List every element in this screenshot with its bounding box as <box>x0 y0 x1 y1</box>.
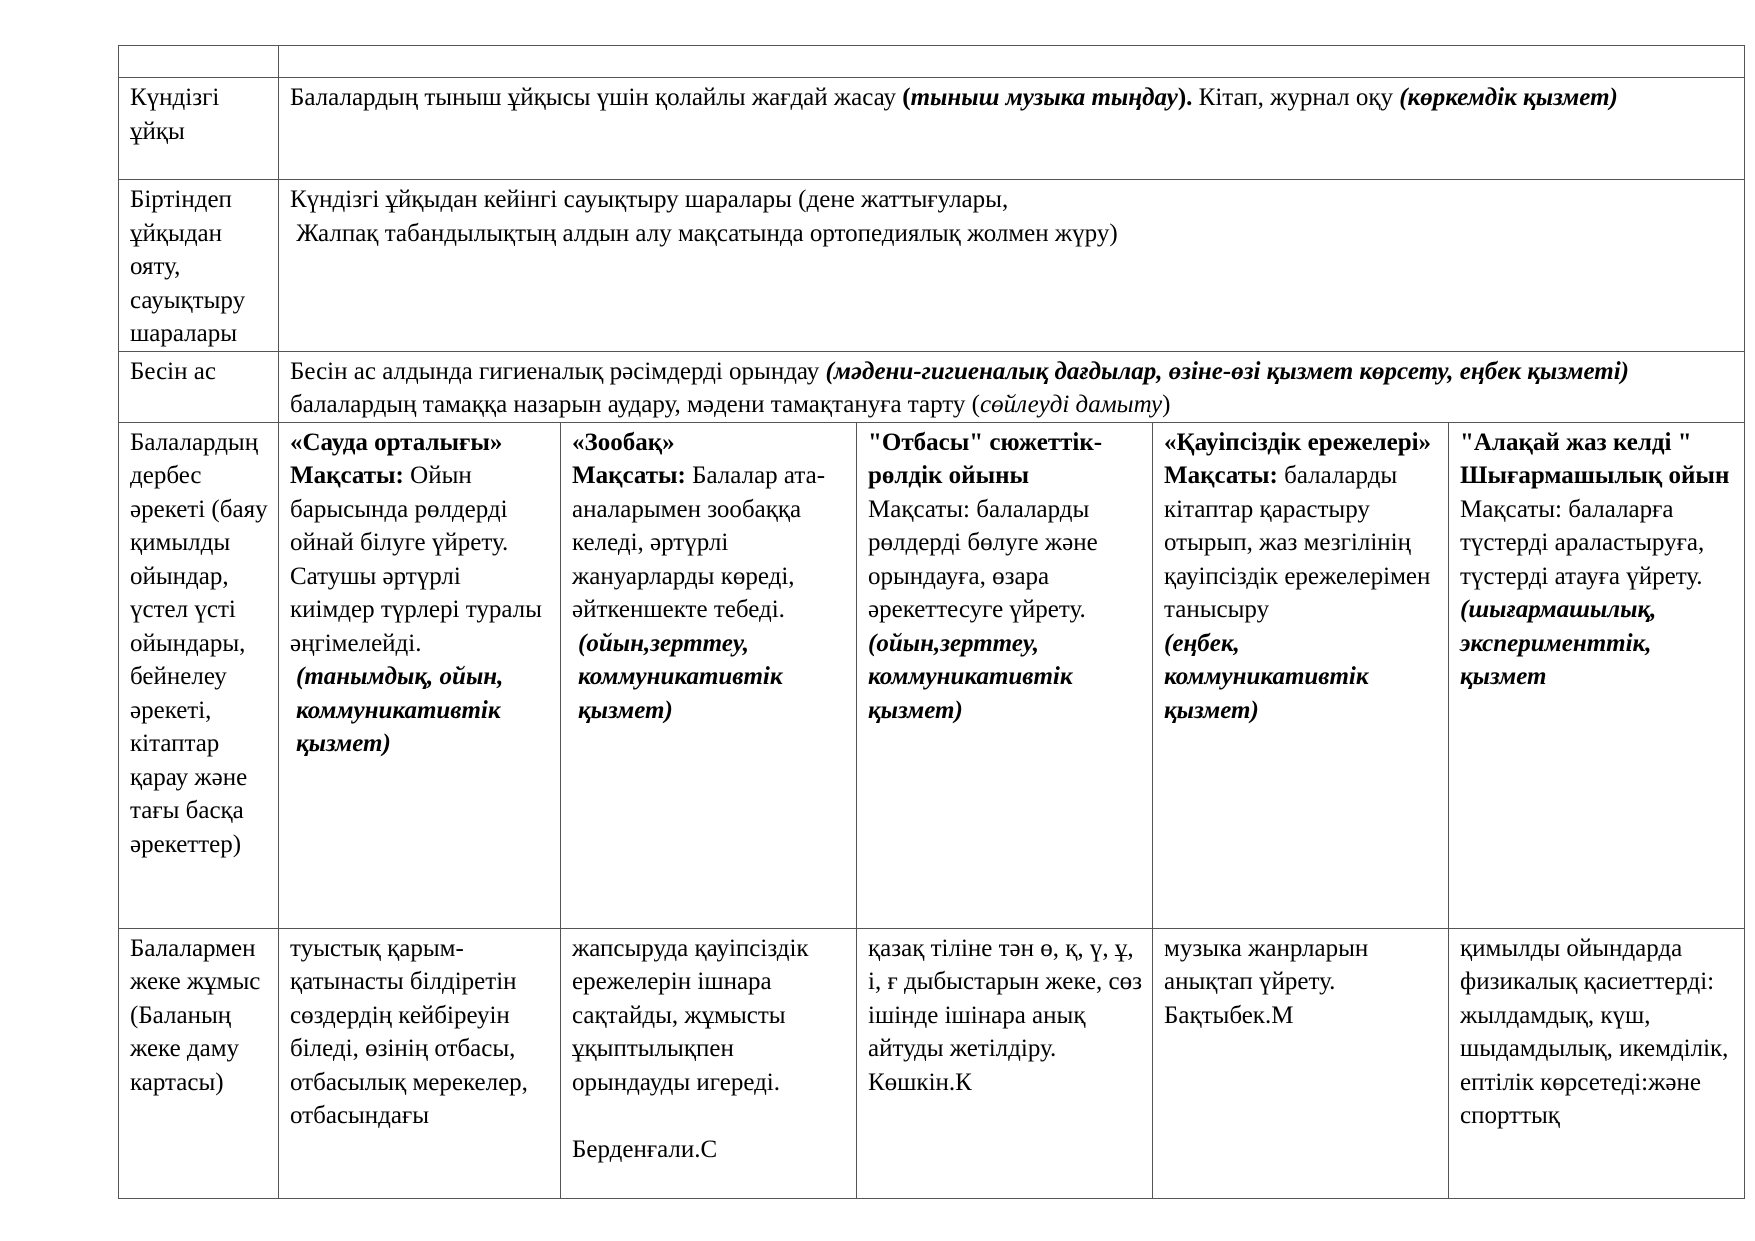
snack-activity-2: сөйлеуді дамыту <box>979 391 1163 418</box>
individual-cell <box>1153 928 1449 1198</box>
table-row-nap <box>119 78 1745 180</box>
row-label-text: Балалармен жеке жұмыс (Баланың жеке даму картасы) <box>130 934 261 1096</box>
table-row-empty <box>119 46 1745 78</box>
activity-cell <box>857 422 1153 928</box>
row-label-wake <box>119 180 279 352</box>
goal-text: Ойын барысында рөлдерді ойнай білуге үйрету. Сатушы әртүрлі киімдер түрлері туралы әңгімелейді. <box>290 462 542 657</box>
snack-content <box>279 351 1745 422</box>
individual-cell <box>1449 928 1745 1198</box>
nap-content <box>279 78 1745 180</box>
activity-cell <box>1449 422 1745 928</box>
activity-cell <box>279 422 561 928</box>
activity-type: (еңбек, коммуникативтік қызмет) <box>1164 629 1369 724</box>
individual-text: қимылды ойындарда физикалық қасиеттерді: жылдамдық, күш, шыдамдылық, икемділік, ептілік көрсетеді:және спорттық <box>1460 934 1729 1129</box>
wake-line-2: Жалпақ табандылықтың алдын алу мақсатында ортопедиялық жолмен жүру) <box>290 219 1118 247</box>
activity-cell <box>561 422 857 928</box>
nap-activity-2: (көркемдік қызмет) <box>1399 84 1618 111</box>
activity-title: «Зообақ» <box>572 428 675 456</box>
row-label-independent <box>119 422 279 928</box>
table-row-independent <box>119 422 1745 928</box>
goal-text: балаларды кітаптар қарастыру отырып, жаз мезгілінің қауіпсіздік ережелерімен танысыру <box>1164 462 1431 623</box>
individual-text: туыстық қарым-қатынасты білдіретін сөздердің кейбіреуін біледі, өзінің отбасы, отбасылық мерекелер, отбасындағы <box>290 934 528 1129</box>
wake-content <box>279 180 1745 352</box>
activity-title: «Қауіпсіздік ережелері» <box>1164 428 1432 456</box>
row-label-snack <box>119 351 279 422</box>
child-name: Бақтыбек.М <box>1164 1001 1294 1029</box>
activity-title: «Сауда орталығы» <box>290 428 503 456</box>
row-label-text: Бесін ас <box>130 357 216 385</box>
nap-bracket-close: ). <box>1177 84 1193 111</box>
goal-text: Мақсаты: балаларға түстерді араластыруға, түстерді атауға үйрету. <box>1460 495 1705 590</box>
nap-text-2: Кітап, журнал оқу <box>1192 84 1400 111</box>
table-row-wake <box>119 180 1745 352</box>
individual-text: музыка жанрларын анықтап үйрету. <box>1164 934 1369 995</box>
activity-cell <box>1153 422 1449 928</box>
table-row-snack <box>119 351 1745 422</box>
goal-text: Балалар ата-аналарымен зообаққа келеді, әртүрлі жануарларды көреді, әйткеншекте тебеді. <box>572 462 826 623</box>
nap-bracket-open: ( <box>902 84 911 111</box>
activity-type: (ойын,зерттеу, коммуникативтік қызмет) <box>578 629 783 724</box>
individual-cell <box>561 928 857 1198</box>
individual-cell <box>857 928 1153 1198</box>
snack-text-3: ) <box>1162 391 1171 418</box>
goal-label: Мақсаты: <box>572 462 686 489</box>
nap-text: Балалардың тыныш ұйқысы үшін қолайлы жағдай жасау <box>290 84 903 111</box>
individual-text: жапсыруда қауіпсіздік ережелерін ішнара сақтайды, жұмысты ұқыптылықпен орындауды игереді. <box>572 934 809 1096</box>
wake-line-1: Күндізгі ұйқыдан кейінгі сауықтыру шаралары (дене жаттығулары, <box>290 186 1009 213</box>
row-label-individual <box>119 928 279 1198</box>
row-label-text: Біртіндеп ұйқыдан ояту, сауықтыру шаралары <box>130 186 246 347</box>
child-name: Көшкін.К <box>868 1068 972 1096</box>
row-label-nap <box>119 78 279 180</box>
daily-plan-table <box>118 45 1745 1199</box>
individual-text: қазақ тіліне тән ө, қ, ү, ұ, і, ғ дыбыстарын жеке, сөз ішінде ішінара анық айтуды жетілдіру. <box>868 934 1142 1062</box>
child-name: Берденғали.С <box>572 1135 718 1163</box>
activity-type: (танымдық, ойын, коммуникативтік қызмет) <box>296 663 504 757</box>
goal-text: Мақсаты: балаларды рөлдерді бөлуге және орындауға, өзара әрекеттесуге үйрету. <box>868 495 1098 623</box>
activity-title: "Алақай жаз келді " Шығармашылық ойын <box>1460 428 1730 489</box>
activity-type: (ойын,зерттеу, коммуникативтік қызмет) <box>868 629 1073 724</box>
goal-label: Мақсаты: <box>290 462 404 489</box>
activity-title: "Отбасы" сюжеттік-рөлдік ойыны <box>868 428 1103 489</box>
row-label-text: Күндізгі ұйқы <box>130 84 220 145</box>
goal-label: Мақсаты: <box>1164 462 1278 489</box>
snack-activity: (мәдени-гигиеналық дағдылар, өзіне-өзі қызмет көрсету, еңбек қызметі) <box>825 357 1629 385</box>
row-label-text: Балалардың дербес әрекеті (баяу қимылды ойындар, үстел үсті ойындары, бейнелеу әрекеті, кітаптар қарау және тағы басқа әрекеттер) <box>130 428 268 858</box>
empty-content-cell <box>279 46 1745 78</box>
snack-text: Бесін ас алдында гигиеналық рәсімдерді орындау <box>290 357 826 385</box>
individual-cell <box>279 928 561 1198</box>
nap-activity: тыныш музыка тыңдау <box>910 84 1178 111</box>
empty-label-cell <box>119 46 279 78</box>
snack-text-2: балалардың тамаққа назарын аудару, мәдени тамақтануға тарту ( <box>290 391 980 418</box>
activity-type: (шығармашылық, эксперименттік, қызмет <box>1460 596 1657 690</box>
table-row-individual <box>119 928 1745 1198</box>
